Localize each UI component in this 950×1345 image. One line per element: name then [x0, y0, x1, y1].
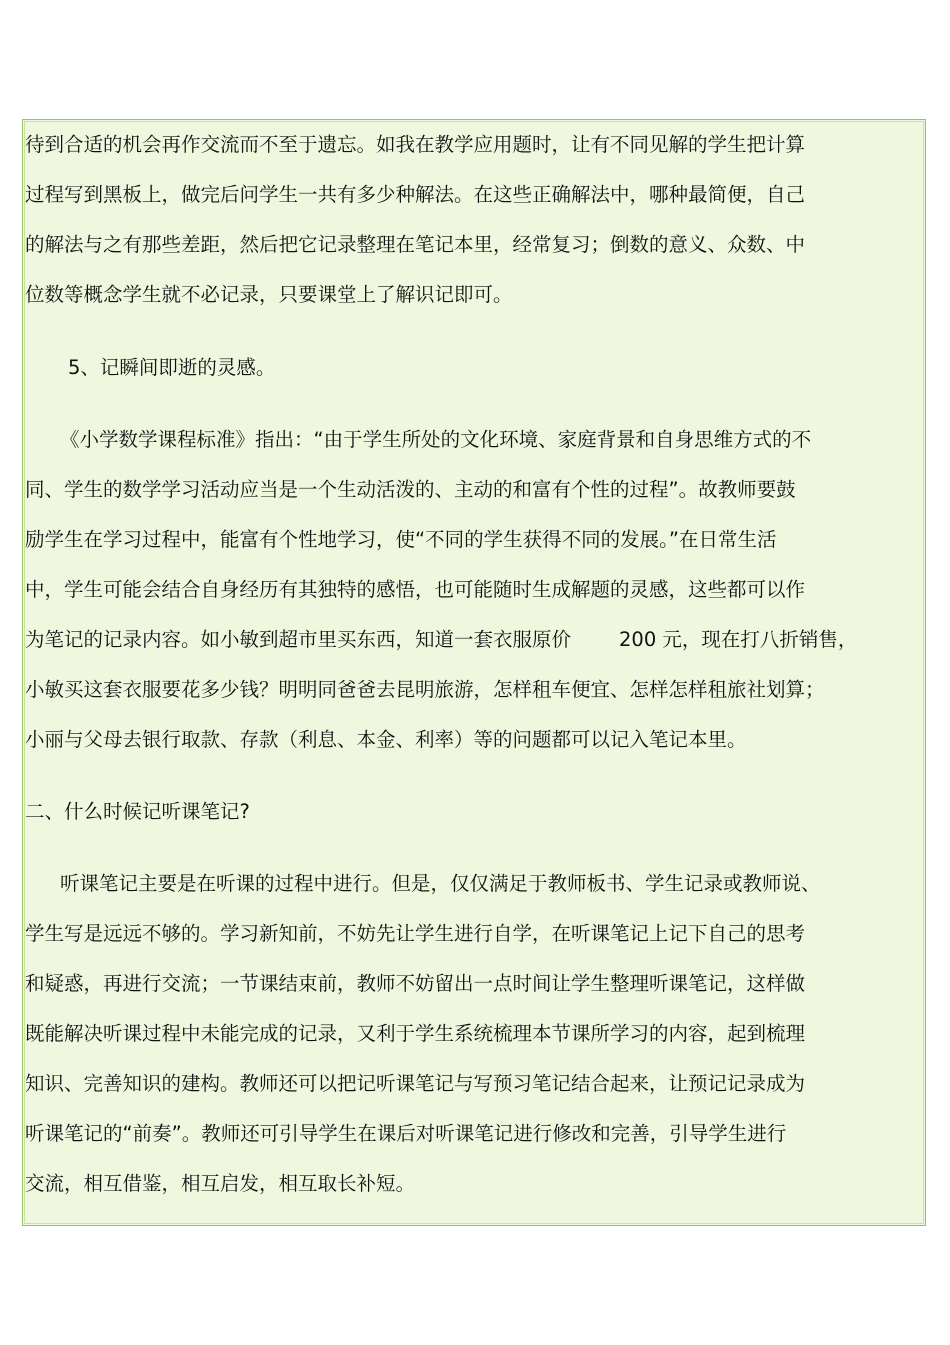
text-line-20: 交流，相互借鉴，相互启发，相互取长补短。	[25, 1172, 416, 1195]
text-line-9: 中，学生可能会结合自身经历有其独特的感悟，也可能随时生成解题的灵感，这些都可以作	[25, 578, 806, 601]
text-line-3: 的解法与之有那些差距，然后把它记录整理在笔记本里，经常复习；倒数的意义、众数、中	[25, 233, 806, 256]
document-content-box	[22, 119, 926, 1226]
text-line-8: 励学生在学习过程中，能富有个性地学习，使“不同的学生获得不同的发展。”在日常生活	[25, 528, 777, 551]
text-line-10-part-1: 为笔记的记录内容。如小敏到超市里买东西，知道一套衣服原价	[25, 628, 572, 651]
text-line-10-part-2: 200 元，现在打八折销售，	[619, 628, 858, 651]
text-line-16: 和疑惑，再进行交流；一节课结束前，教师不妨留出一点时间让学生整理听课笔记，这样做	[25, 972, 806, 995]
text-line-14: 听课笔记主要是在听课的过程中进行。但是，仅仅满足于教师板书、学生记录或教师说、	[60, 872, 821, 895]
text-line-18: 知识、完善知识的建构。教师还可以把记听课笔记与写预习笔记结合起来，让预记记录成为	[25, 1072, 806, 1095]
section-heading-inspiration: 5、记瞬间即逝的灵感。	[68, 356, 276, 379]
text-line-15: 学生写是远远不够的。学习新知前，不妨先让学生进行自学，在听课笔记上记下自己的思考	[25, 922, 806, 945]
text-line-19: 听课笔记的“前奏”。教师还可引导学生在课后对听课笔记进行修改和完善，引导学生进行	[25, 1122, 787, 1145]
text-line-1: 待到合适的机会再作交流而不至于遗忘。如我在教学应用题时，让有不同见解的学生把计算	[25, 133, 806, 156]
text-line-11: 小敏买这套衣服要花多少钱？明明同爸爸去昆明旅游，怎样租车便宜、怎样怎样租旅社划算；	[25, 678, 825, 701]
text-line-7: 同、学生的数学学习活动应当是一个生动活泼的、主动的和富有个性的过程”。故教师要鼓	[25, 478, 796, 501]
text-line-17: 既能解决听课过程中未能完成的记录，又利于学生系统梳理本节课所学习的内容，起到梳理	[25, 1022, 806, 1045]
section-heading-lecture-notes: 二、什么时候记听课笔记?	[25, 800, 250, 823]
text-line-6: 《小学数学课程标准》指出：“由于学生所处的文化环境、家庭背景和自身思维方式的不	[60, 428, 812, 451]
text-line-2: 过程写到黑板上，做完后问学生一共有多少种解法。在这些正确解法中，哪种最简便，自己	[25, 183, 806, 206]
text-line-10	[25, 627, 857, 653]
text-line-4: 位数等概念学生就不必记录，只要课堂上了解识记即可。	[25, 283, 513, 306]
text-line-12: 小丽与父母去银行取款、存款（利息、本金、利率）等的问题都可以记入笔记本里。	[25, 728, 747, 751]
